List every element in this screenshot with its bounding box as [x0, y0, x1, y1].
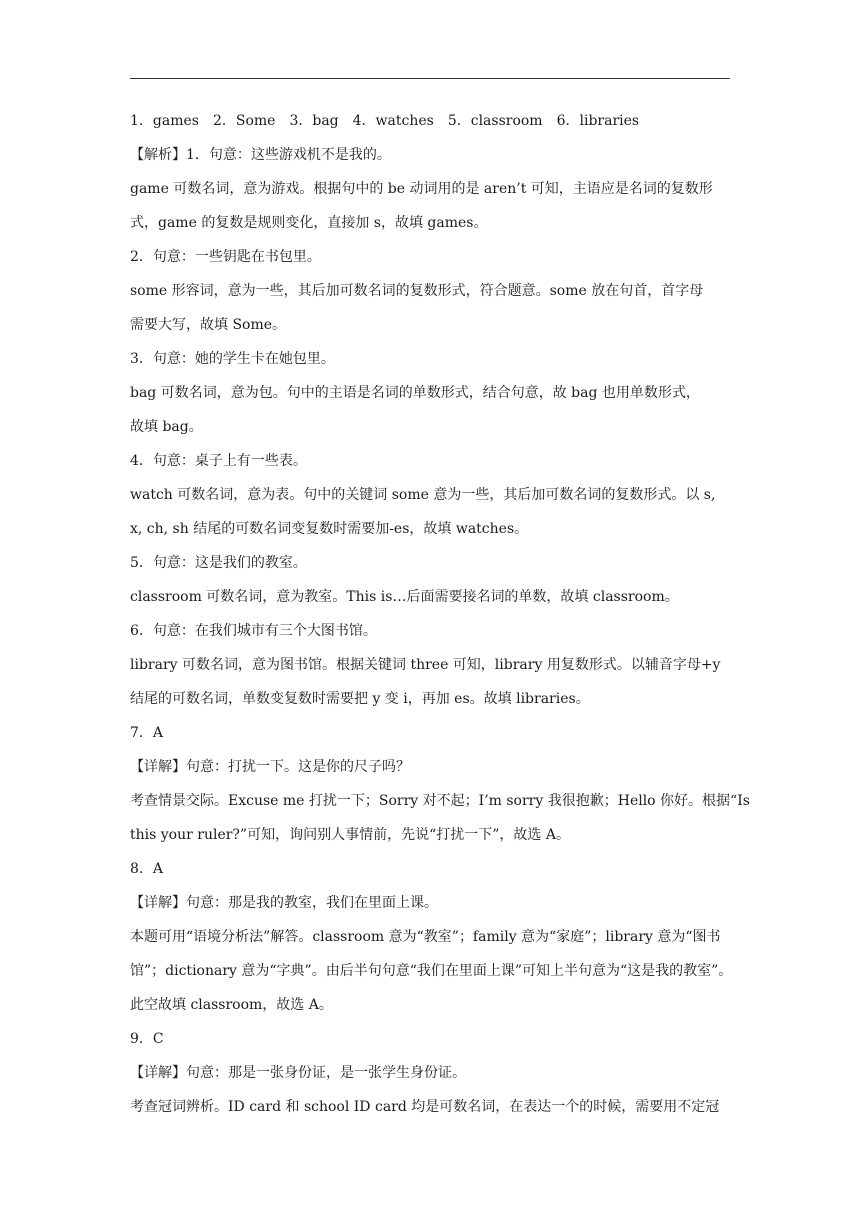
text-line: 4．句意：桌子上有一些表。 — [130, 453, 307, 469]
text-line: 6．句意：在我们城市有三个大图书馆。 — [130, 623, 377, 639]
text-line: bag 可数名词，意为包。句中的主语是名词的单数形式，结合句意，故 bag 也用单数形式， — [130, 385, 700, 401]
text-line: 5．句意：这是我们的教室。 — [130, 555, 307, 571]
text-line: this your ruler?”可知，询问别人事情前，先说“打扰一下”，故选 A。 — [130, 827, 570, 843]
text-line: library 可数名词，意为图书馆。根据关键词 three 可知，library 用复数形式。以辅音字母+y — [130, 657, 721, 673]
text-line: 9．C — [130, 1031, 164, 1047]
text-line: 此空故填 classroom，故选 A。 — [130, 997, 333, 1013]
text-line: 考查冠词辨析。ID card 和 school ID card 均是可数名词，在表达一个的时候，需要用不定冠 — [130, 1099, 720, 1115]
header-rule — [130, 78, 730, 79]
text-line: 【详解】句意：那是我的教室，我们在里面上课。 — [130, 895, 438, 911]
text-line: 式，game 的复数是规则变化，直接加 s，故填 games。 — [130, 215, 488, 231]
text-line: classroom 可数名词，意为教室。This is…后面需要接名词的单数，故填 classroom。 — [130, 589, 679, 605]
text-line: game 可数名词，意为游戏。根据句中的 be 动词用的是 aren’t 可知，主语应是名词的复数形 — [130, 181, 713, 197]
text-line: 1．games 2．Some 3．bag 4．watches 5．classroom 6．libraries — [130, 113, 640, 129]
text-line: x, ch, sh 结尾的可数名词变复数时需要加-es，故填 watches。 — [130, 521, 529, 537]
text-line: 8．A — [130, 861, 164, 877]
text-line: some 形容词，意为一些，其后加可数名词的复数形式，符合题意。some 放在句首，首字母 — [130, 283, 704, 299]
text-line: 【解析】1．句意：这些游戏机不是我的。 — [130, 147, 391, 163]
text-line: 3．句意：她的学生卡在她包里。 — [130, 351, 335, 367]
text-line: 结尾的可数名词，单数变复数时需要把 y 变 i，再加 es。故填 libraries。 — [130, 691, 590, 707]
text-line: 【详解】句意：打扰一下。这是你的尺子吗？ — [130, 759, 410, 775]
text-line: 考查情景交际。Excuse me 打扰一下；Sorry 对不起；I’m sorry 我很抱歉；Hello 你好。根据“Is — [130, 793, 750, 809]
answer-explanation-body — [130, 106, 750, 1126]
text-line: 7．A — [130, 725, 164, 741]
text-line: 需要大写，故填 Some。 — [130, 317, 287, 333]
text-line: 【详解】句意：那是一张身份证，是一张学生身份证。 — [130, 1065, 466, 1081]
text-line: 本题可用“语境分析法”解答。classroom 意为“教室”；family 意为“家庭”；library 意为“图书 — [130, 929, 721, 945]
text-line: 馆”；dictionary 意为“字典”。由后半句句意“我们在里面上课”可知上半句意为“这是我的教室”。 — [130, 963, 733, 979]
text-line: 2．句意：一些钥匙在书包里。 — [130, 249, 321, 265]
text-line: watch 可数名词，意为表。句中的关键词 some 意为一些，其后加可数名词的复数形式。以 s, — [130, 487, 716, 503]
text-line: 故填 bag。 — [130, 419, 203, 435]
